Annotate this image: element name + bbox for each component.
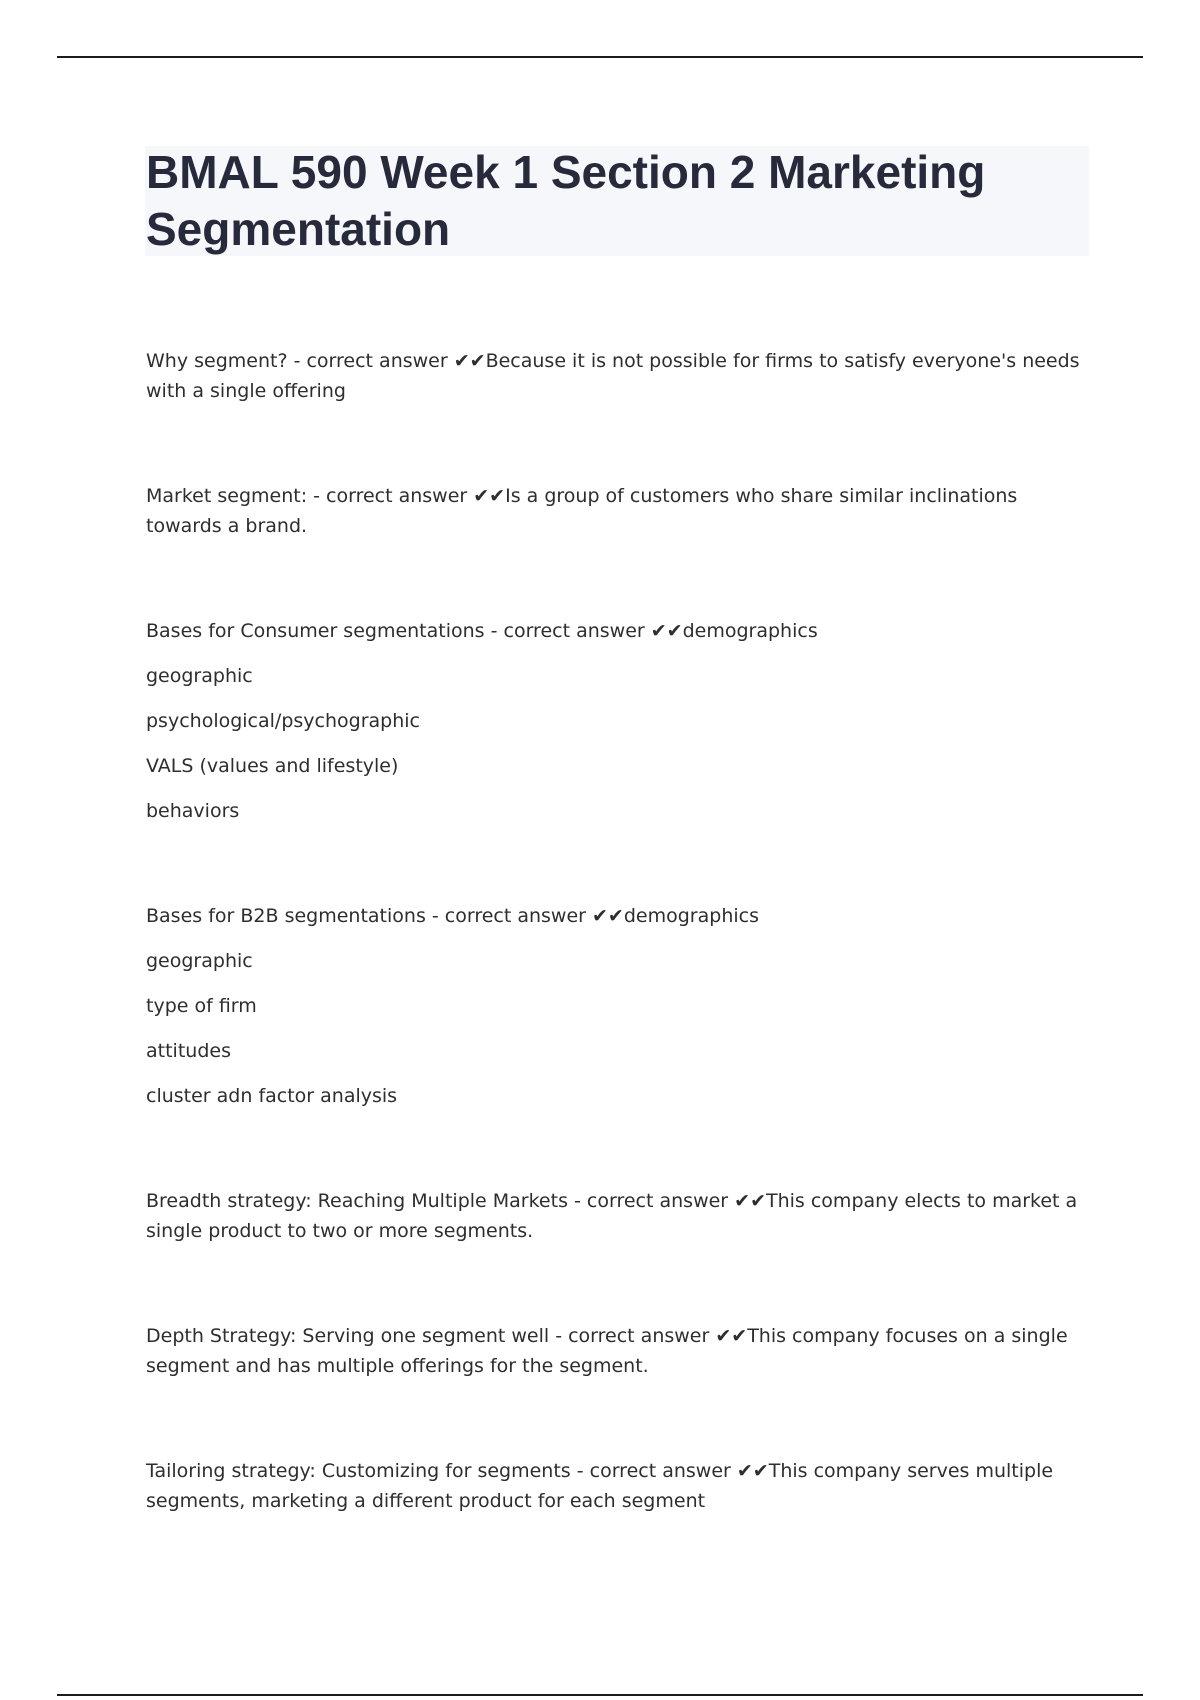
answer-text: demographics xyxy=(623,905,759,927)
separator-text: - correct answer xyxy=(307,485,474,507)
qa-question-line xyxy=(146,481,1092,541)
qa-question-line xyxy=(146,1456,1092,1516)
qa-item xyxy=(146,1186,1092,1246)
qa-item xyxy=(146,616,1092,826)
question-text: Bases for Consumer segmentations xyxy=(146,620,485,642)
answer-line: VALS (values and lifestyle) xyxy=(146,755,399,777)
answer-text: demographics xyxy=(682,620,818,642)
qa-item xyxy=(146,1456,1092,1516)
answer-line: psychological/psychographic xyxy=(146,710,420,732)
separator-text: - correct answer xyxy=(287,350,454,372)
check-marks-icon: ✔✔ xyxy=(650,620,683,642)
qa-question-line xyxy=(146,346,1092,406)
question-text: Depth Strategy: Serving one segment well xyxy=(146,1325,550,1347)
qa-item xyxy=(146,1321,1092,1381)
answer-text: Is a group of customers who share similar inclinations towards a brand. xyxy=(146,485,1018,537)
separator-text: - correct answer xyxy=(567,1190,735,1212)
question-text: Tailoring strategy: Customizing for segments xyxy=(146,1460,571,1482)
check-marks-icon: ✔✔ xyxy=(736,1460,769,1482)
qa-item xyxy=(146,901,1092,1111)
question-text: Breadth strategy: Reaching Multiple Markets xyxy=(146,1190,568,1212)
bottom-rule xyxy=(57,1694,1143,1696)
answer-line: geographic xyxy=(146,950,253,972)
separator-text: - correct answer xyxy=(484,620,651,642)
check-marks-icon: ✔✔ xyxy=(734,1190,766,1212)
check-marks-icon: ✔✔ xyxy=(592,905,624,927)
answer-line: cluster adn factor analysis xyxy=(146,1085,398,1107)
check-marks-icon: ✔✔ xyxy=(715,1325,748,1347)
answer-text: This company serves multiple segments, marketing a different product for each segment xyxy=(146,1460,1054,1512)
answer-text: This company elects to market a single product to two or more segments. xyxy=(146,1190,1078,1242)
answer-line: attitudes xyxy=(146,1040,231,1062)
answer-text: This company focuses on a single segment and has multiple offerings for the segment. xyxy=(146,1325,1068,1377)
answer-line: geographic xyxy=(146,665,253,687)
question-text: Bases for B2B segmentations xyxy=(146,905,426,927)
separator-text: - correct answer xyxy=(425,905,593,927)
question-text: Why segment? xyxy=(146,350,288,372)
separator-text: - correct answer xyxy=(570,1460,737,1482)
separator-text: - correct answer xyxy=(549,1325,716,1347)
check-marks-icon: ✔✔ xyxy=(473,485,506,507)
answer-line: type of firm xyxy=(146,995,257,1017)
qa-item xyxy=(146,481,1092,541)
qa-list xyxy=(146,346,1092,1591)
qa-question-line xyxy=(146,1186,1092,1246)
qa-question-line xyxy=(146,1321,1092,1381)
top-rule xyxy=(57,56,1143,58)
answer-line: behaviors xyxy=(146,800,240,822)
qa-question-line xyxy=(146,616,1092,646)
question-text: Market segment: xyxy=(146,485,308,507)
qa-item xyxy=(146,346,1092,406)
check-marks-icon: ✔✔ xyxy=(453,350,486,372)
qa-question-line xyxy=(146,901,1092,931)
answer-text: Because it is not possible for firms to satisfy everyone's needs with a single offering xyxy=(146,350,1080,402)
document-title: BMAL 590 Week 1 Section 2 Marketing Segmentation xyxy=(146,146,986,255)
